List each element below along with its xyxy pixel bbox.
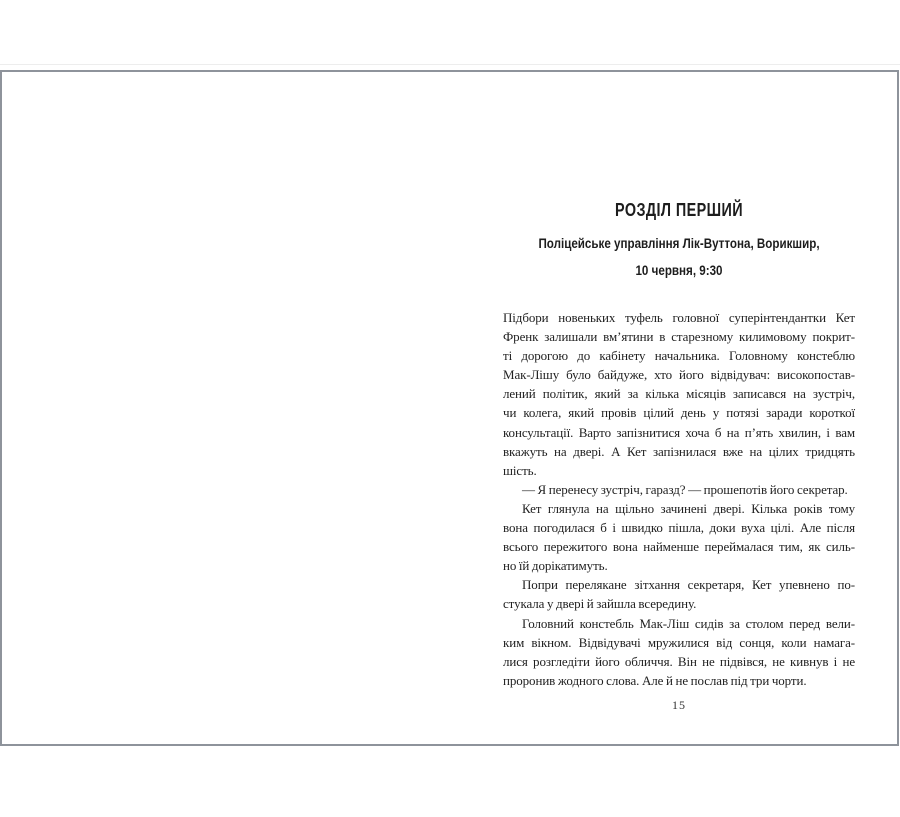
text-column xyxy=(503,70,855,745)
text-line: Мак-Лішу було байдуже, хто його відвідувач: високопостав- xyxy=(503,367,855,383)
text-line: ким вікном. Відвідувачі мружилися від сонця, коли намага- xyxy=(503,634,855,650)
text-line: ті дорогою до кабінету начальника. Головному констеблю xyxy=(503,348,855,364)
chapter-subtitle xyxy=(528,230,831,284)
chapter-title: РОЗДІЛ ПЕРШИЙ xyxy=(615,200,743,220)
text-line: консультації. Варто запізнитися хоча б на п’ять хвилин, і вам xyxy=(503,424,855,440)
subtitle-location-line: Поліцейське управління Лік-Вуттона, Ворикшир, xyxy=(538,236,820,251)
text-line: лися розгледіти його обличчя. Він не підвівся, не кивнув і не xyxy=(503,653,855,669)
text-line: но їй дорікатимуть. xyxy=(503,558,608,574)
paragraph xyxy=(503,614,855,690)
page-edge-line xyxy=(0,64,900,65)
text-line: Попри перелякане зітхання секретаря, Кет упевнено по- xyxy=(522,577,855,593)
text-line: Головний констебль Мак-Ліш сидів за столом перед вели- xyxy=(522,615,855,631)
text-line: стукала у двері й зайшла всередину. xyxy=(503,596,697,612)
text-line: — Я перенесу зустріч, гаразд? — прошепотів його секретар. xyxy=(522,481,848,497)
paragraph xyxy=(503,499,855,575)
text-line: Підбори новеньких туфель головної суперінтендантки Кет xyxy=(503,310,855,325)
text-line: Кет глянула на щільно зачинені двері. Кілька років тому xyxy=(522,500,855,516)
text-line: лений політик, який за кілька місяців записався на зустріч, xyxy=(503,386,855,402)
text-line: проронив жодного слова. Але й не послав під три чорти. xyxy=(503,672,807,688)
text-line: вкажуть на двері. А Кет запізнилася вже на цілих тридцять xyxy=(503,443,855,459)
paragraph xyxy=(503,480,855,499)
subtitle-date-line: 10 червня, 9:30 xyxy=(635,263,723,278)
body-text xyxy=(503,308,855,690)
text-line: чи колега, який провів цілий день у потязі заради короткої xyxy=(503,405,855,421)
text-line: всього пережитого вона найменше переймалася тим, як силь- xyxy=(503,539,855,555)
text-line: вона погодилася б і швидко пішла, доки вуха цілі. Але після xyxy=(503,520,855,536)
paragraph xyxy=(503,575,855,613)
paragraph xyxy=(503,308,855,480)
text-line: шість. xyxy=(503,462,537,478)
text-line: Френк залишали вм’ятини в старезному килимовому покрит- xyxy=(503,329,855,345)
page-number: 15 xyxy=(672,698,686,712)
